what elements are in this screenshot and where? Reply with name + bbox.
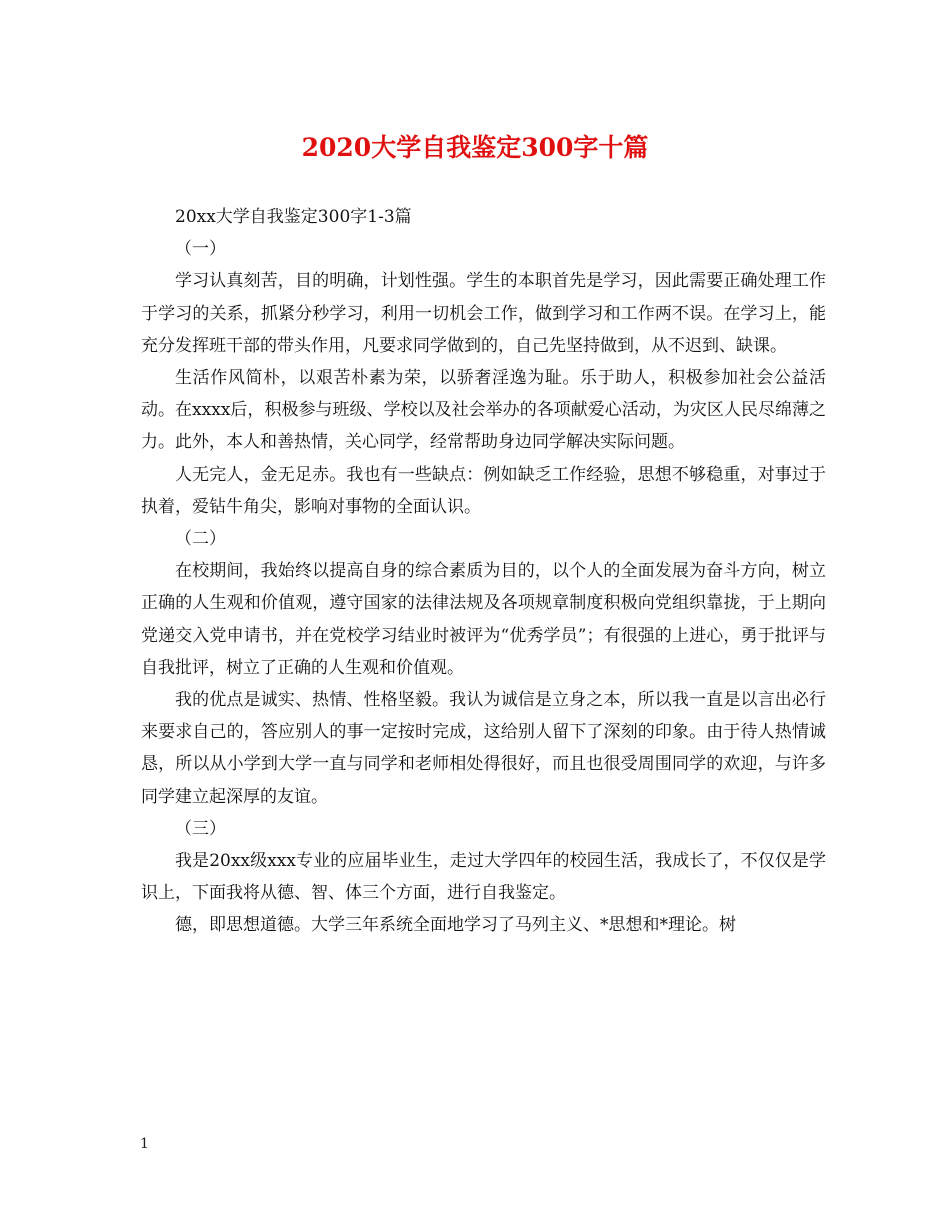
- document-body: [141, 201, 826, 942]
- section-marker-3: （三）: [175, 818, 226, 839]
- paragraph: 生活作风简朴，以艰苦朴素为荣，以骄奢淫逸为耻。乐于助人，积极参加社会公益活动。在xxxx后，积极参与班级、学校以及社会举办的各项献爱心活动，为灾区人民尽绵薄之力。此外，本人和善热情，关心同学，经常帮助身边同学解决实际问题。: [141, 368, 826, 453]
- document-title: 2020大学自我鉴定300字十篇: [301, 133, 649, 162]
- page-number: 1: [140, 1136, 149, 1152]
- paragraph: 人无完人，金无足赤。我也有一些缺点：例如缺乏工作经验，思想不够稳重，对事过于执着，爱钻牛角尖，影响对事物的全面认识。: [141, 464, 826, 517]
- section-marker-2: （二）: [175, 529, 226, 550]
- paragraph: 我的优点是诚实、热情、性格坚毅。我认为诚信是立身之本，所以我一直是以言出必行来要求自己的，答应别人的事一定按时完成，这给别人留下了深刻的印象。由于待人热情诚恳，所以从小学到大学一直与同学和老师相处得很好，而且也很受周围同学的欢迎，与许多同学建立起深厚的友谊。: [141, 690, 826, 807]
- paragraph: 在校期间，我始终以提高自身的综合素质为目的，以个人的全面发展为奋斗方向，树立正确的人生观和价值观，遵守国家的法律法规及各项规章制度积极向党组织靠拢，于上期向党递交入党申请书，并在党校学习结业时被评为“优秀学员”；有很强的上进心，勇于批评与自我批评，树立了正确的人生观和价值观。: [141, 561, 826, 678]
- subtitle-line: 20xx大学自我鉴定300字1-3篇: [175, 207, 412, 227]
- section-marker-1: （一）: [175, 239, 226, 260]
- paragraph: 我是20xx级xxx专业的应届毕业生，走过大学四年的校园生活，我成长了，不仅仅是学识上，下面我将从德、智、体三个方面，进行自我鉴定。: [141, 851, 826, 904]
- paragraph: 德，即思想道德。大学三年系统全面地学习了马列主义、*思想和*理论。树: [175, 915, 736, 936]
- paragraph: 学习认真刻苦，目的明确，计划性强。学生的本职首先是学习，因此需要正确处理工作于学习的关系，抓紧分秒学习，利用一切机会工作，做到学习和工作两不误。在学习上，能充分发挥班干部的带头作用，凡要求同学做到的，自己先坚持做到，从不迟到、缺课。: [141, 271, 826, 356]
